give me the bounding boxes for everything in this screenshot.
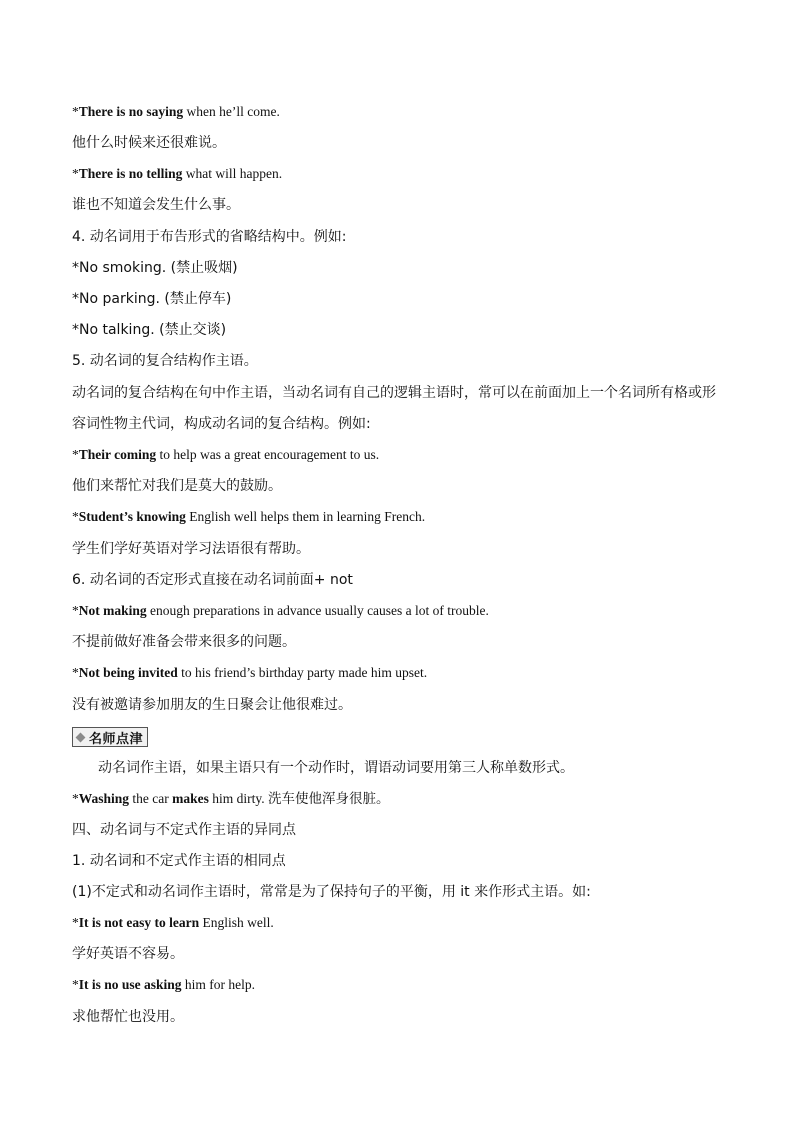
text-run: English well.: [199, 915, 274, 930]
example-sentence-4: [72, 508, 425, 526]
text-run: *: [72, 509, 79, 524]
text-run: to his friend’s birthday party made him upset.: [177, 665, 428, 680]
bold-phrase: Not making: [78, 603, 147, 618]
text-run: when he’ll come.: [183, 104, 280, 119]
text-run: *: [72, 603, 79, 618]
section-heading-6: 6. 动名词的否定形式直接在动名词前面+ not: [72, 572, 353, 588]
example-sentence-7: [72, 790, 390, 808]
translation-1: 他什么时候来还很难说。: [72, 135, 226, 151]
example-sentence-1: [72, 103, 280, 121]
section-heading-4: 4. 动名词用于布告形式的省略结构中。例如:: [72, 229, 347, 245]
text-run: *: [72, 791, 79, 806]
text-run: *: [72, 977, 79, 992]
teacher-tip-badge: [72, 727, 148, 747]
text-run: *: [72, 166, 79, 181]
example-sentence-3: [72, 446, 379, 464]
text-run: him dirty. 洗车使他浑身很脏。: [208, 791, 390, 806]
translation-2: 谁也不知道会发生什么事。: [72, 197, 240, 213]
explanation-line-2: 容词性物主代词，构成动名词的复合结构。例如:: [72, 416, 371, 432]
teacher-tip-label: 名师点津: [89, 731, 144, 747]
text-run: *: [72, 104, 79, 119]
bold-phrase: Not being invited: [78, 665, 178, 680]
text-run: him for help.: [181, 977, 256, 992]
example-no-smoking: *No smoking. (禁止吸烟): [72, 260, 238, 276]
subsection-heading-1: 1. 动名词和不定式作主语的相同点: [72, 853, 286, 869]
example-sentence-9: [72, 976, 255, 994]
translation-6: 没有被邀请参加朋友的生日聚会让他很难过。: [72, 697, 352, 713]
example-sentence-5: [72, 602, 489, 620]
translation-4: 学生们学好英语对学习法语很有帮助。: [72, 541, 310, 557]
text-run: enough preparations in advance usually causes a lot of trouble.: [146, 603, 489, 618]
bold-phrase: makes: [172, 791, 209, 806]
diamond-icon: [76, 732, 86, 742]
point-1-text: (1)不定式和动名词作主语时，常常是为了保持句子的平衡，用 it 来作形式主语。如:: [72, 884, 591, 900]
example-sentence-8: [72, 914, 274, 932]
bold-phrase: Their coming: [78, 447, 157, 462]
bold-phrase: Washing: [78, 791, 130, 806]
bold-phrase: There is no telling: [78, 166, 183, 181]
example-sentence-6: [72, 664, 427, 682]
tip-text: 动名词作主语，如果主语只有一个动作时，谓语动词要用第三人称单数形式。: [98, 760, 574, 776]
section-heading-5: 5. 动名词的复合结构作主语。: [72, 353, 258, 369]
text-run: *: [72, 665, 79, 680]
text-run: *: [72, 447, 79, 462]
text-run: what will happen.: [182, 166, 283, 181]
example-no-talking: *No talking. (禁止交谈): [72, 322, 227, 338]
text-run: English well helps them in learning French.: [185, 509, 426, 524]
bold-phrase: There is no saying: [78, 104, 184, 119]
text-run: to help was a great encouragement to us.: [156, 447, 380, 462]
text-run: *: [72, 915, 79, 930]
example-sentence-2: [72, 165, 282, 183]
bold-phrase: Student’s knowing: [78, 509, 186, 524]
translation-5: 不提前做好准备会带来很多的问题。: [72, 634, 296, 650]
translation-3: 他们来帮忙对我们是莫大的鼓励。: [72, 478, 282, 494]
bold-phrase: It is not easy to learn: [78, 915, 200, 930]
translation-8: 学好英语不容易。: [72, 946, 184, 962]
example-no-parking: *No parking. (禁止停车): [72, 291, 232, 307]
section-heading-four: 四、动名词与不定式作主语的异同点: [72, 822, 296, 838]
translation-9: 求他帮忙也没用。: [72, 1009, 184, 1025]
text-run: the car: [129, 791, 173, 806]
bold-phrase: It is no use asking: [78, 977, 182, 992]
explanation-line-1: 动名词的复合结构在句中作主语，当动名词有自己的逻辑主语时，常可以在前面加上一个名词所有格或形: [72, 385, 716, 401]
